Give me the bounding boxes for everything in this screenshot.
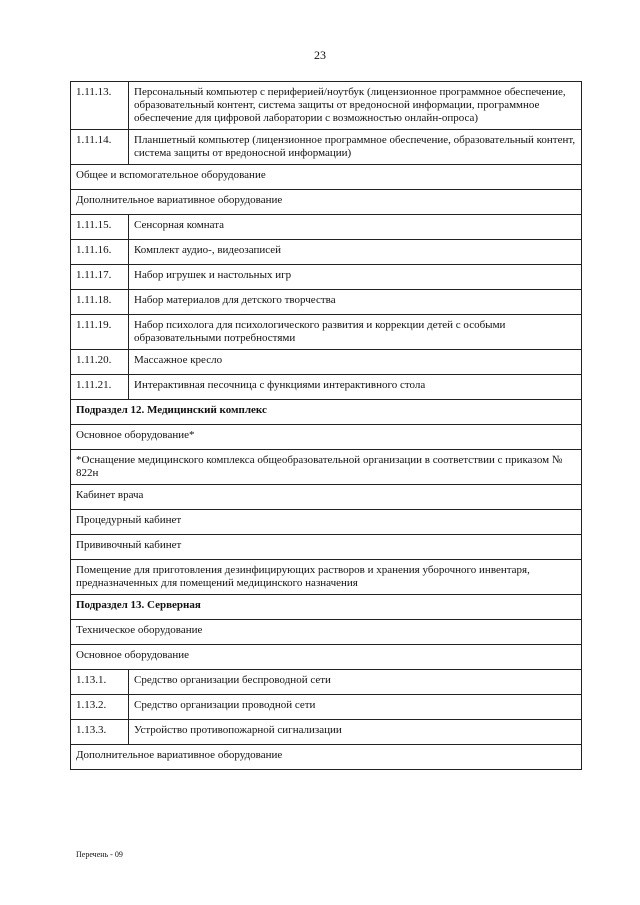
subsection-heading-row: [71, 400, 582, 425]
section-row: [71, 425, 582, 450]
item-number: 1.11.17.: [71, 265, 129, 290]
item-number: 1.11.15.: [71, 215, 129, 240]
section-row: [71, 510, 582, 535]
page-number: 23: [314, 48, 326, 62]
section-text: Дополнительное вариативное оборудование: [71, 745, 582, 770]
section-text: Кабинет врача: [71, 485, 582, 510]
table-row: [71, 315, 582, 350]
table-row: [71, 695, 582, 720]
section-text: *Оснащение медицинского комплекса общеобразовательной организации в соответствии с приказом № 822н: [71, 450, 582, 485]
section-text: Основное оборудование*: [71, 425, 582, 450]
item-number: 1.11.18.: [71, 290, 129, 315]
item-text: Комплект аудио-, видеозаписей: [129, 240, 582, 265]
subsection-heading: Подраздел 12. Медицинский комплекс: [71, 400, 582, 425]
subsection-heading-row: [71, 595, 582, 620]
table-row: [71, 375, 582, 400]
section-row: [71, 485, 582, 510]
item-text: Средство организации беспроводной сети: [129, 670, 582, 695]
section-row: [71, 535, 582, 560]
section-text: Помещение для приготовления дезинфицирующих растворов и хранения уборочного инвентаря, предназначенных для помещений медицинского назначения: [71, 560, 582, 595]
section-row: [71, 450, 582, 485]
section-row: [71, 560, 582, 595]
section-text: Процедурный кабинет: [71, 510, 582, 535]
item-text: Массажное кресло: [129, 350, 582, 375]
item-text: Средство организации проводной сети: [129, 695, 582, 720]
item-number: 1.13.3.: [71, 720, 129, 745]
item-number: 1.13.2.: [71, 695, 129, 720]
item-text: Интерактивная песочница с функциями интерактивного стола: [129, 375, 582, 400]
section-row: [71, 620, 582, 645]
table-row: [71, 720, 582, 745]
section-text: Техническое оборудование: [71, 620, 582, 645]
item-number: 1.13.1.: [71, 670, 129, 695]
table-row: [71, 240, 582, 265]
item-number: 1.11.13.: [71, 82, 129, 130]
subsection-heading: Подраздел 13. Серверная: [71, 595, 582, 620]
item-text: Набор материалов для детского творчества: [129, 290, 582, 315]
item-number: 1.11.16.: [71, 240, 129, 265]
table-row: [71, 350, 582, 375]
equipment-table: [70, 81, 582, 770]
item-text: Устройство противопожарной сигнализации: [129, 720, 582, 745]
section-text: Прививочный кабинет: [71, 535, 582, 560]
equipment-table-body: [71, 82, 582, 770]
section-text: Общее и вспомогательное оборудование: [71, 165, 582, 190]
table-row: [71, 82, 582, 130]
footer-label: Перечень - 09: [76, 850, 123, 859]
item-text: Набор психолога для психологического развития и коррекции детей с особыми образовательными потребностями: [129, 315, 582, 350]
item-number: 1.11.19.: [71, 315, 129, 350]
section-row: [71, 190, 582, 215]
item-text: Планшетный компьютер (лицензионное программное обеспечение, образовательный контент, система защиты от вредоносной информации): [129, 130, 582, 165]
table-row: [71, 265, 582, 290]
table-row: [71, 130, 582, 165]
item-number: 1.11.21.: [71, 375, 129, 400]
item-text: Персональный компьютер с периферией/ноутбук (лицензионное программное обеспечение, образовательный контент, система защиты от вредоносной информации, программное обеспечение для цифровой лаборатории с возможностью онлайн-опроса): [129, 82, 582, 130]
section-text: Дополнительное вариативное оборудование: [71, 190, 582, 215]
table-row: [71, 670, 582, 695]
section-row: [71, 645, 582, 670]
section-row: [71, 165, 582, 190]
section-row: [71, 745, 582, 770]
item-number: 1.11.14.: [71, 130, 129, 165]
item-text: Набор игрушек и настольных игр: [129, 265, 582, 290]
table-row: [71, 215, 582, 240]
item-text: Сенсорная комната: [129, 215, 582, 240]
item-number: 1.11.20.: [71, 350, 129, 375]
table-row: [71, 290, 582, 315]
section-text: Основное оборудование: [71, 645, 582, 670]
